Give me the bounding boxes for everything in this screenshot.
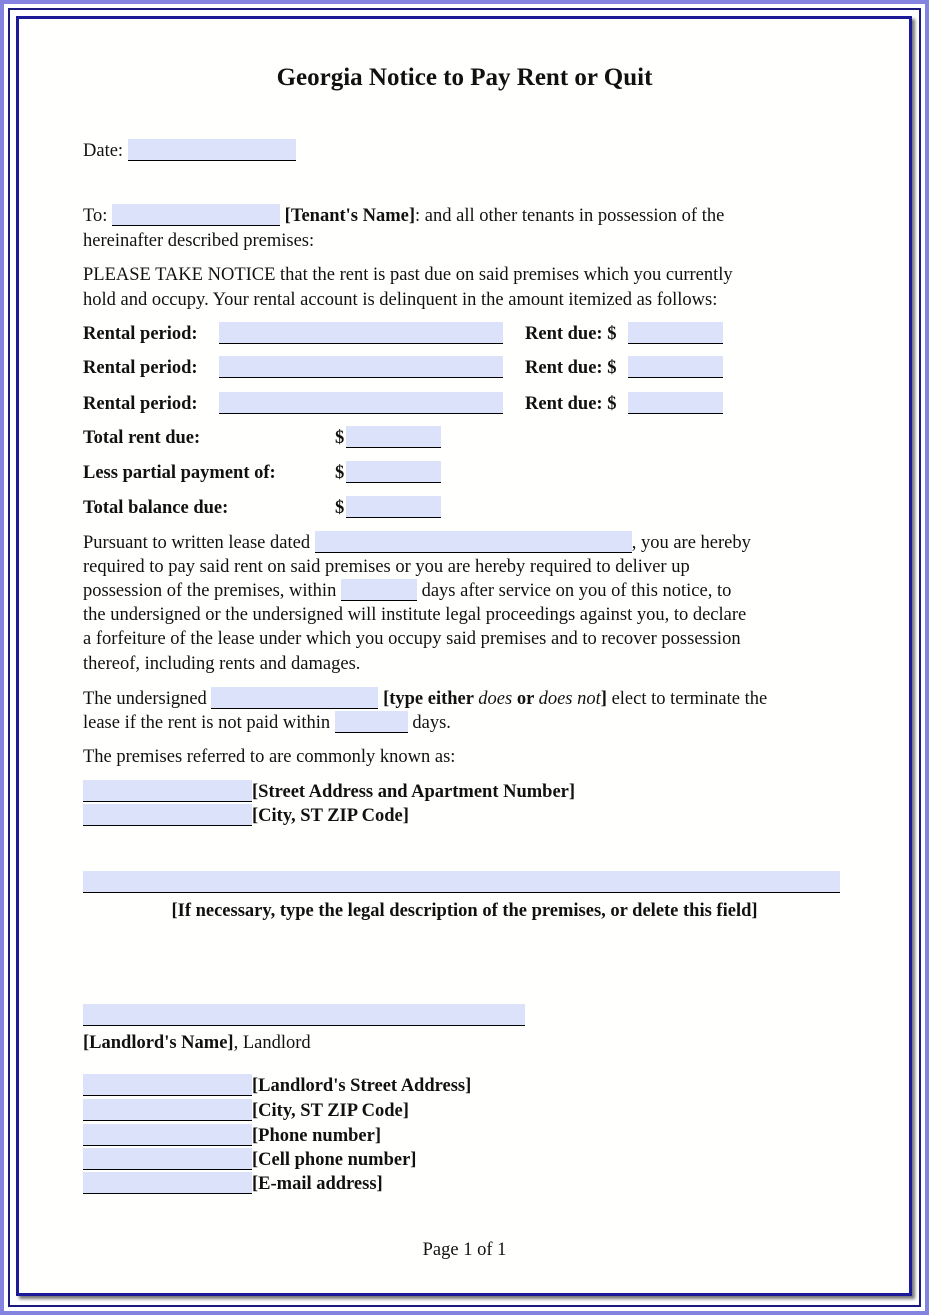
rent-due-field[interactable] — [628, 392, 723, 414]
rental-period-label: Rental period: — [83, 324, 198, 344]
landlord-caption: [Landlord's Name], Landlord — [83, 1033, 311, 1053]
pursuant-line: Pursuant to written lease dated , you are hereby — [83, 533, 751, 553]
total-balance-due-label: Total balance due: — [83, 498, 229, 518]
undersigned-line: The undersigned [type either does or does not] elect to terminate the — [83, 689, 768, 709]
rental-period-label: Rental period: — [83, 358, 198, 378]
landlord-cell-row: [Cell phone number] — [83, 1148, 416, 1172]
page-number: Page 1 of 1 — [422, 1240, 507, 1260]
landlord-street-row: [Landlord's Street Address] — [83, 1074, 471, 1098]
pursuant-line: a forfeiture of the lease under which you occupy said premises and to recover possession — [83, 629, 741, 649]
pursuant-line: the undersigned or the undersigned will institute legal proceedings against you, to declare — [83, 605, 747, 625]
landlord-phone-row: [Phone number] — [83, 1124, 381, 1148]
rent-due-label: Rent due: $ — [525, 358, 617, 378]
landlord-cell-field[interactable] — [83, 1148, 252, 1170]
rental-period-field[interactable] — [219, 322, 503, 344]
premises-street-row: [Street Address and Apartment Number] — [83, 780, 575, 804]
total-rent-due-label: Total rent due: — [83, 428, 201, 448]
rental-period-label: Rental period: — [83, 394, 198, 414]
tenant-name-field[interactable] — [112, 204, 280, 226]
document-title: Georgia Notice to Pay Rent or Quit — [276, 64, 653, 91]
landlord-email-field[interactable] — [83, 1172, 252, 1194]
terminate-days-field[interactable] — [335, 711, 408, 733]
lease-date-field[interactable] — [315, 531, 632, 553]
elect-field[interactable] — [211, 687, 378, 709]
pursuant-line: required to pay said rent on said premises or you are hereby required to deliver up — [83, 557, 690, 577]
date-row: Date: — [83, 139, 296, 163]
to-row: To: [Tenant's Name]: and all other tenants in possession of the — [83, 206, 725, 226]
total-balance-due-field[interactable] — [346, 496, 441, 518]
total-rent-due-field[interactable] — [346, 426, 441, 448]
notice-line: hold and occupy. Your rental account is delinquent in the amount itemized as follows: — [83, 290, 718, 310]
rent-due-label: Rent due: $ — [525, 394, 617, 414]
legal-description-field[interactable] — [83, 871, 840, 893]
pursuant-line: possession of the premises, within days after service on you of this notice, to — [83, 581, 732, 601]
landlord-phone-field[interactable] — [83, 1124, 252, 1146]
premises-label: The premises referred to are commonly known as: — [83, 747, 456, 767]
partial-payment-label: Less partial payment of: — [83, 463, 276, 483]
landlord-city-field[interactable] — [83, 1099, 252, 1121]
landlord-name-field[interactable] — [83, 1004, 525, 1026]
date-field[interactable] — [128, 139, 296, 161]
undersigned-line: lease if the rent is not paid within days. — [83, 713, 451, 733]
premises-city-field[interactable] — [83, 804, 252, 826]
notice-line: PLEASE TAKE NOTICE that the rent is past due on said premises which you currently — [83, 265, 733, 285]
landlord-email-row: [E-mail address] — [83, 1172, 383, 1196]
premises-city-row: [City, ST ZIP Code] — [83, 804, 409, 828]
partial-payment-field[interactable] — [346, 461, 441, 483]
legal-description-caption: [If necessary, type the legal description of the premises, or delete this field] — [171, 901, 758, 921]
rent-due-field[interactable] — [628, 356, 723, 378]
premises-street-field[interactable] — [83, 780, 252, 802]
to-continued: hereinafter described premises: — [83, 231, 315, 251]
days-field[interactable] — [341, 579, 417, 601]
rent-due-field[interactable] — [628, 322, 723, 344]
rental-period-field[interactable] — [219, 392, 503, 414]
rental-period-field[interactable] — [219, 356, 503, 378]
rent-due-label: Rent due: $ — [525, 324, 617, 344]
landlord-street-field[interactable] — [83, 1074, 252, 1096]
pursuant-line: thereof, including rents and damages. — [83, 654, 361, 674]
landlord-city-row: [City, ST ZIP Code] — [83, 1099, 409, 1123]
